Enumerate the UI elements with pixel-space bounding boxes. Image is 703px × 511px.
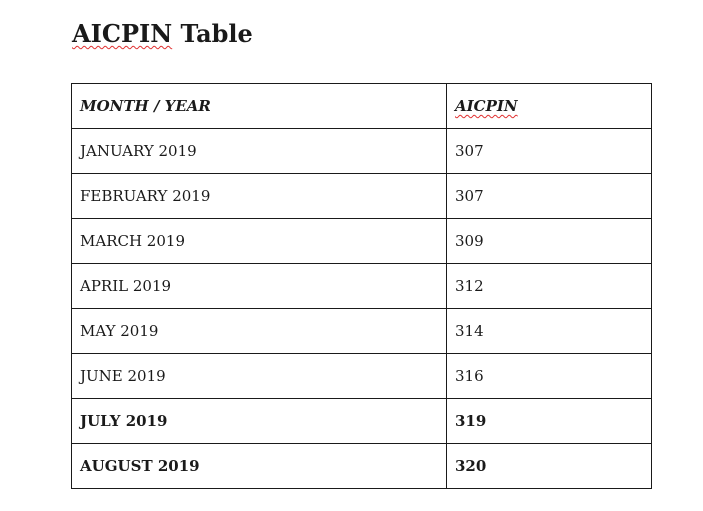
cell-value: 314 (447, 309, 652, 354)
table-row (72, 399, 652, 444)
cell-month: MARCH 2019 (72, 219, 447, 264)
cell-month: AUGUST 2019 (72, 444, 447, 489)
cell-value: 307 (447, 174, 652, 219)
cell-value: 316 (447, 354, 652, 399)
cell-value: 320 (447, 444, 652, 489)
title-word-aicpin: AICPIN (72, 19, 173, 48)
cell-month: JANUARY 2019 (72, 129, 447, 174)
table-row (72, 219, 652, 264)
cell-value: 312 (447, 264, 652, 309)
cell-month: MAY 2019 (72, 309, 447, 354)
cell-month: FEBRUARY 2019 (72, 174, 447, 219)
cell-value: 307 (447, 129, 652, 174)
header-month-year: MONTH / YEAR (72, 84, 447, 129)
table-row (72, 129, 652, 174)
cell-month: JUNE 2019 (72, 354, 447, 399)
aicpin-table (71, 83, 652, 489)
cell-value: 309 (447, 219, 652, 264)
table-row (72, 309, 652, 354)
cell-value: 319 (447, 399, 652, 444)
table-row (72, 444, 652, 489)
header-aicpin-label: AICPIN (455, 97, 518, 115)
title-word-table: Table (180, 19, 253, 48)
table-row (72, 354, 652, 399)
header-aicpin (447, 84, 652, 129)
document-title (72, 16, 253, 52)
cell-month: APRIL 2019 (72, 264, 447, 309)
table-header-row (72, 84, 652, 129)
table-row (72, 264, 652, 309)
cell-month: JULY 2019 (72, 399, 447, 444)
table-row (72, 174, 652, 219)
